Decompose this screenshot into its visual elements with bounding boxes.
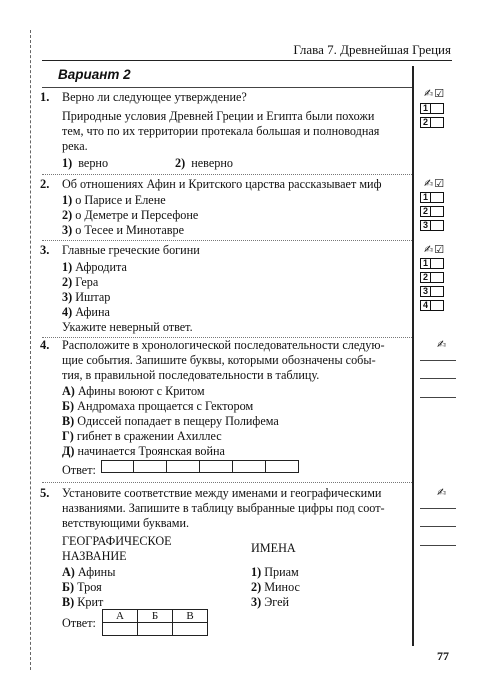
q5-line-1: Установите соответствие между именами и географическими: [62, 486, 382, 500]
q3-note: Укажите неверный ответ.: [62, 320, 193, 334]
q4-answer-cell[interactable]: [134, 460, 167, 473]
q5-answer-table[interactable]: [102, 609, 208, 636]
q3-option-4-text: Афина: [75, 305, 110, 319]
q2-option-2-num: 2): [62, 208, 73, 222]
q1-option-1-text: верно: [78, 156, 109, 170]
q3-box-2-label: 2: [420, 272, 431, 283]
q5-place-c: [62, 595, 103, 610]
q4-line-3: тия, в правильной последовательности в таблицу.: [62, 368, 320, 382]
q4-option-d-text: гибнет в сражении Ахиллес: [76, 429, 222, 443]
q1-option-1: [62, 156, 108, 171]
q3-option-2: [62, 275, 98, 290]
q2-option-2: [62, 208, 198, 223]
q5-answer-cell[interactable]: [173, 623, 208, 636]
q2-box-1-label: 1: [420, 192, 431, 203]
q5-table-head-b: Б: [138, 610, 173, 623]
q2-title: Об отношениях Афин и Критского царства рассказывает миф: [62, 177, 382, 191]
q5-line-2: названиями. Запишите в таблицу выбранные цифры под соот-: [62, 501, 385, 515]
q3-answer-box-4[interactable]: [420, 300, 450, 311]
q5-score-line: [420, 508, 456, 509]
q3-box-4-label: 4: [420, 300, 431, 311]
q5-answer-cell[interactable]: [103, 623, 138, 636]
q4-option-a: [62, 384, 205, 399]
q3-option-4: [62, 305, 110, 320]
q5-number: 5.: [40, 486, 50, 500]
q3-answer-box-3[interactable]: [420, 286, 450, 297]
q2-option-3-num: 3): [62, 223, 73, 237]
q2-separator: [42, 240, 412, 241]
q4-option-e: [62, 444, 225, 459]
q4-line-1: Расположите в хронологической последовательности следую-: [62, 338, 385, 352]
q4-option-d: [62, 429, 222, 444]
q1-box-2-field[interactable]: [431, 117, 444, 128]
q3-option-1: [62, 260, 127, 275]
q3-title: Главные греческие богини: [62, 243, 200, 257]
q4-option-c: [62, 414, 279, 429]
q1-number: 1.: [40, 90, 50, 104]
q4-pen-icon: ✍: [437, 338, 448, 351]
q3-option-3: [62, 290, 110, 305]
q3-box-4-field[interactable]: [431, 300, 444, 311]
q4-answer-label: Ответ:: [62, 463, 96, 477]
q5-name-3-num: 3): [251, 595, 262, 609]
q5-table-head-c: В: [173, 610, 208, 623]
q5-place-b-num: Б): [62, 580, 75, 594]
q5-place-c-num: В): [62, 595, 75, 609]
q5-col2-heading: ИМЕНА: [251, 541, 296, 555]
q1-answer-box-2[interactable]: [420, 117, 450, 128]
q4-score-line: [420, 360, 456, 361]
q3-box-3-field[interactable]: [431, 286, 444, 297]
q5-name-1-text: Приам: [264, 565, 299, 579]
q1-answer-box-1[interactable]: [420, 103, 450, 114]
q4-line-2: щие события. Запишите буквы, которыми обозначены собы-: [62, 353, 376, 367]
q4-separator: [42, 482, 412, 483]
q1-box-1-label: 1: [420, 103, 431, 114]
q2-answer-box-1[interactable]: [420, 192, 450, 203]
q5-name-3: [251, 595, 289, 610]
q2-box-2-field[interactable]: [431, 206, 444, 217]
q5-col1-heading-2: НАЗВАНИЕ: [62, 549, 127, 563]
q3-option-2-text: Гера: [75, 275, 99, 289]
q5-line-3: ветствующими буквами.: [62, 516, 190, 530]
q5-place-a: [62, 565, 115, 580]
q4-option-c-num: В): [62, 414, 75, 428]
q4-score-line: [420, 378, 456, 379]
q2-answer-box-2[interactable]: [420, 206, 450, 217]
q2-box-3-field[interactable]: [431, 220, 444, 231]
q1-option-2: [175, 156, 233, 171]
q5-name-3-text: Эгей: [264, 595, 290, 609]
q5-place-a-num: А): [62, 565, 75, 579]
q5-name-2-text: Минос: [264, 580, 300, 594]
q3-option-3-num: 3): [62, 290, 73, 304]
q4-answer-cell[interactable]: [266, 460, 299, 473]
header-rule: [42, 60, 452, 61]
q2-box-3-label: 3: [420, 220, 431, 231]
margin-rule: [412, 66, 414, 646]
q2-answer-box-3[interactable]: [420, 220, 450, 231]
q4-option-c-text: Одиссей попадает в пещеру Полифема: [77, 414, 279, 428]
q3-box-1-label: 1: [420, 258, 431, 269]
q3-number: 3.: [40, 243, 50, 257]
q4-option-b-num: Б): [62, 399, 75, 413]
q3-option-2-num: 2): [62, 275, 73, 289]
variant-title: Вариант 2: [58, 67, 131, 82]
q5-place-b: [62, 580, 102, 595]
q2-option-1: [62, 193, 166, 208]
q3-box-2-field[interactable]: [431, 272, 444, 283]
chapter-title: Глава 7. Древнейшая Греция: [293, 42, 451, 57]
q2-box-2-label: 2: [420, 206, 431, 217]
q5-col1-heading-1: ГЕОГРАФИЧЕСКОЕ: [62, 534, 172, 548]
q1-box-2-label: 2: [420, 117, 431, 128]
q5-answer-label: Ответ:: [62, 616, 96, 630]
q2-option-3-text: о Тесее и Минотавре: [75, 223, 184, 237]
q1-option-2-text: неверно: [191, 156, 233, 170]
q5-score-line: [420, 545, 456, 546]
q5-place-a-text: Афины: [77, 565, 116, 579]
page-number: 77: [437, 649, 449, 663]
q5-table-head-a: А: [103, 610, 138, 623]
q2-option-3: [62, 223, 184, 238]
q1-box-1-field[interactable]: [431, 103, 444, 114]
q5-pen-icon: ✍: [437, 486, 448, 499]
q3-box-1-field[interactable]: [431, 258, 444, 269]
q3-marks-icon: ✍☑: [424, 243, 446, 256]
q4-score-line: [420, 397, 456, 398]
q2-number: 2.: [40, 177, 50, 191]
variant-rule: [42, 87, 412, 88]
q1-marks-icon: ✍☑: [424, 87, 446, 100]
q3-option-1-num: 1): [62, 260, 73, 274]
q3-answer-box-2[interactable]: [420, 272, 450, 283]
q4-answer-cell[interactable]: [167, 460, 200, 473]
q1-line-2: тем, что по их территории протекала большая и полноводная: [62, 124, 380, 138]
q2-option-1-text: о Парисе и Елене: [75, 193, 166, 207]
q5-place-b-text: Троя: [77, 580, 102, 594]
q1-separator: [42, 174, 412, 175]
q4-answer-cell[interactable]: [200, 460, 233, 473]
q4-option-b-text: Андромаха прощается с Гектором: [77, 399, 254, 413]
q5-place-c-text: Крит: [77, 595, 104, 609]
page-margin-dashes: [30, 30, 31, 670]
q2-option-2-text: о Деметре и Персефоне: [75, 208, 199, 222]
q4-option-a-text: Афины воюют с Критом: [77, 384, 205, 398]
q4-option-d-num: Г): [62, 429, 74, 443]
q3-option-4-num: 4): [62, 305, 73, 319]
q4-answer-cell[interactable]: [233, 460, 266, 473]
q5-score-line: [420, 526, 456, 527]
q3-box-3-label: 3: [420, 286, 431, 297]
q5-name-1-num: 1): [251, 565, 262, 579]
q2-option-1-num: 1): [62, 193, 73, 207]
q4-option-a-num: А): [62, 384, 75, 398]
q4-option-b: [62, 399, 253, 414]
q5-name-2: [251, 580, 300, 595]
q3-answer-box-1[interactable]: [420, 258, 450, 269]
q2-marks-icon: ✍☑: [424, 177, 446, 190]
q1-line-1: Природные условия Древней Греции и Египта были похожи: [62, 109, 375, 123]
q5-name-1: [251, 565, 299, 580]
q1-option-1-num: 1): [62, 156, 73, 170]
q3-option-1-text: Афродита: [75, 260, 127, 274]
q4-option-e-text: начинается Троянская война: [77, 444, 225, 458]
q1-title: Верно ли следующее утверждение?: [62, 90, 247, 104]
q4-number: 4.: [40, 338, 50, 352]
q1-option-2-num: 2): [175, 156, 186, 170]
q3-option-3-text: Иштар: [75, 290, 111, 304]
q4-option-e-num: Д): [62, 444, 75, 458]
q1-line-3: река.: [62, 139, 88, 153]
q2-box-1-field[interactable]: [431, 192, 444, 203]
q4-answer-cell[interactable]: [101, 460, 134, 473]
q4-answer-table[interactable]: [101, 460, 299, 473]
q5-answer-cell[interactable]: [138, 623, 173, 636]
q5-name-2-num: 2): [251, 580, 262, 594]
